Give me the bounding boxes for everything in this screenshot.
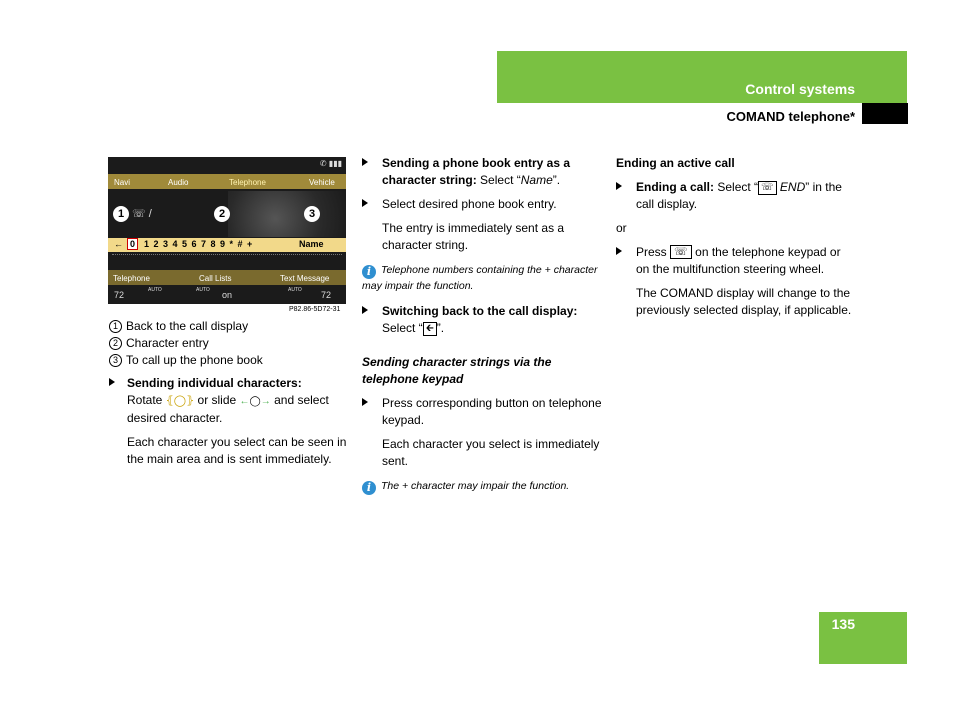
auto-label-2: AUTO	[196, 287, 210, 293]
character-row	[108, 238, 346, 252]
info-icon: i	[362, 265, 376, 279]
column-1	[109, 318, 349, 468]
temp-right: 72	[321, 290, 332, 300]
auto-label-1: AUTO	[148, 287, 162, 293]
comand-display-figure	[108, 157, 346, 304]
bullet-icon	[362, 398, 368, 406]
note-plus-character-1: i Telephone numbers containing the + character may impair the function.	[362, 264, 598, 292]
selected-char: 0	[127, 238, 138, 250]
bullet-icon	[616, 247, 622, 255]
temp-left: 72	[114, 290, 125, 300]
bullet-icon	[109, 378, 115, 386]
figure-caption: P82.86-5D72-31	[289, 306, 341, 313]
step-individual-characters: Sending individual characters: Rotate ⦃◯⦄ or slide ←◯→ and select desired character.	[109, 375, 349, 427]
name-field: Name	[299, 239, 324, 249]
bullet-icon	[362, 199, 368, 207]
back-arrow-icon: 🡰	[423, 322, 437, 336]
step-switch-back: Switching back to the call display: Select “ 🡰 ”.	[362, 303, 602, 337]
heading-ending-call: Ending an active call	[616, 156, 735, 170]
subsection-title: COMAND telephone*	[726, 109, 855, 124]
tab-navi: Navi	[114, 178, 131, 187]
step-phone-book-entry: Sending a phone book entry as a character string: Select “Name”.	[362, 155, 602, 189]
back-arrow: ←	[114, 239, 123, 249]
char-list: 1 2 3 4 5 6 7 8 9 * # +	[144, 239, 254, 249]
subsection-tab-marker	[862, 103, 908, 124]
info-icon: i	[362, 481, 376, 495]
hang-up-icon: ☏	[758, 181, 777, 195]
callout-2: 2	[214, 206, 230, 222]
screen-text-row	[112, 254, 342, 259]
bottom-tab-call-lists: Call Lists	[199, 274, 232, 283]
or-text: or	[616, 221, 627, 235]
rotate-controller-icon: ⦃◯⦄	[165, 395, 195, 407]
status-icons: ✆ ▮▮▮	[319, 159, 342, 168]
bullet-icon	[616, 182, 622, 190]
tab-telephone: Telephone	[229, 178, 266, 187]
end-call-key-icon: ☏	[670, 245, 692, 259]
bullet-icon	[362, 306, 368, 314]
legend-item-1: 1 Back to the call display	[109, 318, 349, 335]
paragraph-entry-sent: The entry is immediately sent as a character string.	[382, 221, 565, 252]
climate-bar	[108, 286, 346, 304]
legend-item-2: 2 Character entry	[109, 335, 349, 352]
tab-vehicle: Vehicle	[309, 178, 335, 187]
display-main-area	[228, 191, 346, 237]
section-title: Control systems	[745, 81, 855, 97]
step-ending-call: Ending a call: Select “ ☏ END” in the call display.	[616, 179, 856, 213]
paragraph-individual: Each character you select can be seen in the main area and is sent immediately.	[127, 435, 347, 466]
bottom-tab-telephone: Telephone	[113, 274, 150, 283]
page-number: 135	[831, 616, 855, 632]
slide-controller-icon: ←◯→	[239, 396, 271, 407]
top-tab-bar	[108, 174, 346, 189]
step-select-entry: Select desired phone book entry.	[362, 196, 602, 213]
callout-1: 1	[113, 206, 129, 222]
paragraph-sent-immediately: Each character you select is immediately sent.	[382, 437, 600, 468]
phone-handset-icon: ☏ /	[132, 208, 152, 220]
auto-label-3: AUTO	[288, 287, 302, 293]
tab-audio: Audio	[168, 178, 189, 187]
callout-3: 3	[304, 206, 320, 222]
bottom-tab-text-message: Text Message	[280, 274, 330, 283]
subheading-keypad: Sending character strings via the telephone keypad	[362, 355, 552, 386]
bullet-icon	[362, 158, 368, 166]
note-plus-character-2: i The + character may impair the function.	[362, 479, 602, 495]
legend-item-3: 3 To call up the phone book	[109, 352, 349, 369]
column-2	[362, 155, 602, 495]
on-label: on	[222, 290, 233, 300]
bottom-tab-bar	[108, 270, 346, 285]
step-press-button: Press corresponding button on telephone keypad.	[362, 395, 602, 429]
column-3	[616, 155, 856, 319]
paragraph-display-change: The COMAND display will change to the previously selected display, if applicable.	[636, 286, 852, 317]
step-press-end-key: Press ☏ on the telephone keypad or on the multifunction steering wheel.	[616, 244, 856, 278]
